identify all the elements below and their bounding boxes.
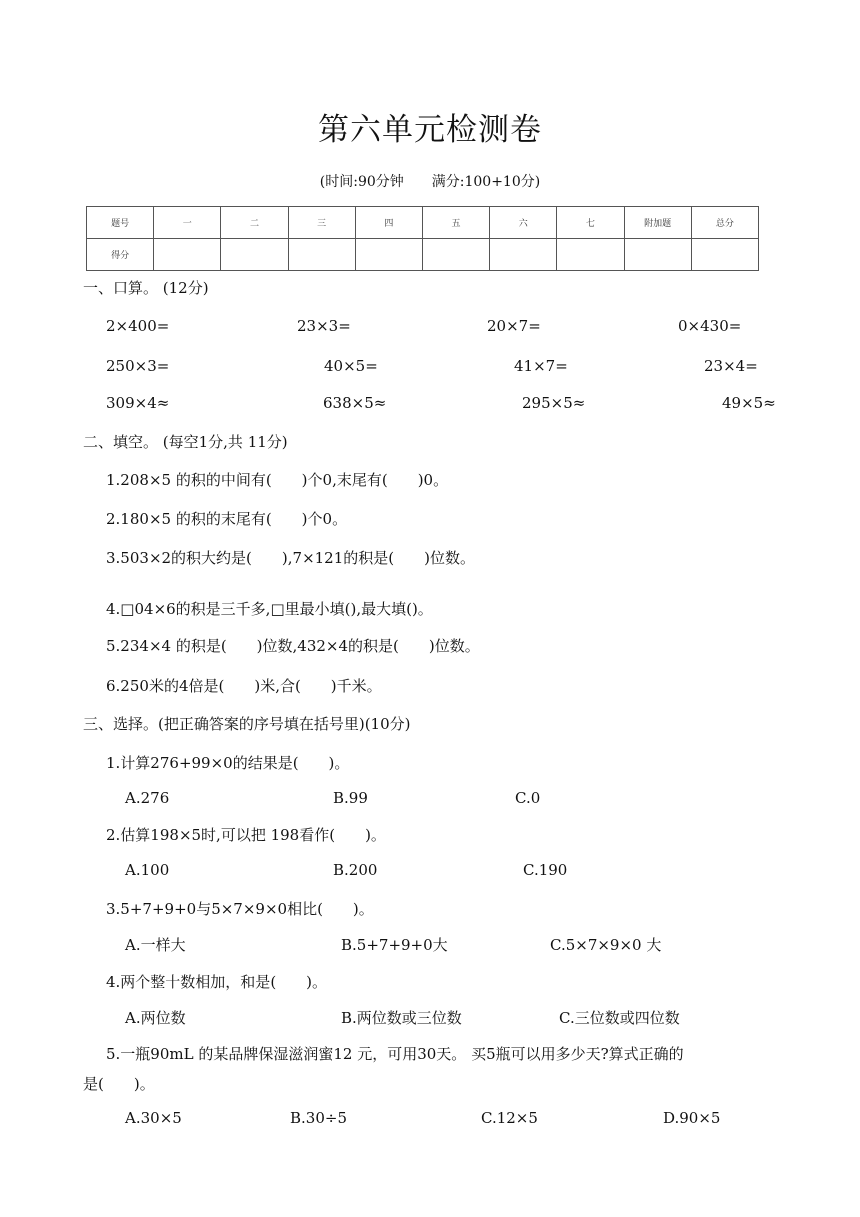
calc-item: 40×5= bbox=[324, 357, 378, 375]
header-cell: 二 bbox=[221, 207, 288, 239]
choice-option[interactable]: A.一样大 bbox=[125, 936, 186, 954]
choice-question: 3.5+7+9+0与5×7×9×0相比( )。 bbox=[106, 900, 374, 918]
choice-question: 4.两个整十数相加，和是( )。 bbox=[106, 973, 328, 991]
choice-option[interactable]: C.190 bbox=[523, 861, 568, 879]
score-cell[interactable] bbox=[355, 239, 422, 271]
calc-item: 638×5≈ bbox=[323, 394, 387, 412]
choice-option[interactable]: B.99 bbox=[333, 789, 368, 807]
header-cell: 题号 bbox=[87, 207, 154, 239]
header-cell: 一 bbox=[154, 207, 221, 239]
score-cell[interactable] bbox=[422, 239, 489, 271]
row-label: 得分 bbox=[87, 239, 154, 271]
calc-item: 23×4= bbox=[704, 357, 758, 375]
header-cell: 五 bbox=[422, 207, 489, 239]
calc-item: 49×5≈ bbox=[722, 394, 776, 412]
header-cell: 总分 bbox=[691, 207, 758, 239]
choice-option[interactable]: B.30÷5 bbox=[290, 1109, 347, 1127]
choice-option[interactable]: D.90×5 bbox=[663, 1109, 721, 1127]
choice-option[interactable]: B.5+7+9+0大 bbox=[341, 936, 448, 954]
exam-time: (时间:90分钟 bbox=[319, 174, 404, 190]
score-cell[interactable] bbox=[154, 239, 221, 271]
header-cell: 四 bbox=[355, 207, 422, 239]
header-cell: 七 bbox=[557, 207, 624, 239]
exam-info bbox=[0, 171, 860, 191]
choice-option[interactable]: B.200 bbox=[333, 861, 378, 879]
choice-option[interactable]: A.276 bbox=[125, 789, 170, 807]
section-2-heading: 二、填空。 (每空1分,共 11分) bbox=[83, 433, 288, 451]
fill-blank-item: 6.250米的4倍是( )米,合( )千米。 bbox=[106, 677, 382, 695]
score-table-header-row bbox=[87, 207, 759, 239]
choice-option[interactable]: C.三位数或四位数 bbox=[559, 1009, 680, 1027]
header-cell: 六 bbox=[490, 207, 557, 239]
calc-item: 0×430= bbox=[678, 317, 742, 335]
score-cell[interactable] bbox=[490, 239, 557, 271]
choice-option[interactable]: C.0 bbox=[515, 789, 541, 807]
fill-blank-item: 4.□04×6的积是三千多,□里最小填(),最大填()。 bbox=[106, 600, 433, 618]
score-table-score-row bbox=[87, 239, 759, 271]
header-cell: 附加题 bbox=[624, 207, 691, 239]
calc-item: 295×5≈ bbox=[522, 394, 586, 412]
calc-item: 41×7= bbox=[514, 357, 568, 375]
fill-blank-item: 1.208×5 的积的中间有( )个0,末尾有( )0。 bbox=[106, 471, 449, 489]
choice-option[interactable]: C.5×7×9×0 大 bbox=[550, 936, 662, 954]
choice-option[interactable]: A.100 bbox=[125, 861, 170, 879]
choice-option[interactable]: B.两位数或三位数 bbox=[341, 1009, 462, 1027]
score-table bbox=[86, 206, 759, 271]
section-3-heading: 三、选择。(把正确答案的序号填在括号里)(10分) bbox=[83, 715, 411, 733]
choice-question: 2.估算198×5时,可以把 198看作( )。 bbox=[106, 826, 386, 844]
score-cell[interactable] bbox=[221, 239, 288, 271]
score-cell[interactable] bbox=[691, 239, 758, 271]
choice-option[interactable]: A.两位数 bbox=[125, 1009, 186, 1027]
choice-option[interactable]: C.12×5 bbox=[481, 1109, 538, 1127]
choice-option[interactable]: A.30×5 bbox=[125, 1109, 182, 1127]
section-1-heading: 一、口算。 (12分) bbox=[83, 279, 209, 297]
choice-question-continued: 是( )。 bbox=[83, 1075, 155, 1093]
calc-item: 250×3= bbox=[106, 357, 170, 375]
fill-blank-item: 2.180×5 的积的末尾有( )个0。 bbox=[106, 510, 348, 528]
score-cell[interactable] bbox=[288, 239, 355, 271]
score-cell[interactable] bbox=[557, 239, 624, 271]
calc-item: 2×400= bbox=[106, 317, 170, 335]
header-cell: 三 bbox=[288, 207, 355, 239]
choice-question: 5.一瓶90mL 的某品牌保湿滋润蜜12 元，可用30天。 买5瓶可以用多少天?算式正确的 bbox=[106, 1045, 684, 1063]
fill-blank-item: 5.234×4 的积是( )位数,432×4的积是( )位数。 bbox=[106, 637, 480, 655]
exam-full-score: 满分:100+10分) bbox=[431, 174, 541, 190]
fill-blank-item: 3.503×2的积大约是( ),7×121的积是( )位数。 bbox=[106, 549, 475, 567]
choice-question: 1.计算276+99×0的结果是( )。 bbox=[106, 754, 350, 772]
calc-item: 20×7= bbox=[487, 317, 541, 335]
score-cell[interactable] bbox=[624, 239, 691, 271]
page-title: 第六单元检测卷 bbox=[318, 112, 542, 148]
calc-item: 309×4≈ bbox=[106, 394, 170, 412]
calc-item: 23×3= bbox=[297, 317, 351, 335]
